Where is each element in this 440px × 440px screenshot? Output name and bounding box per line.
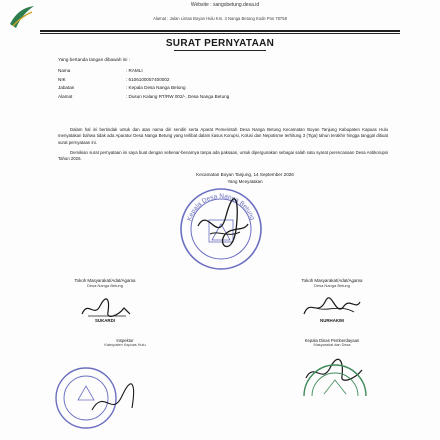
- statement-body: [58, 127, 388, 166]
- signer-right-block: [262, 278, 402, 288]
- document-title: SURAT PERNYATAAN: [165, 38, 275, 49]
- field-label: Jabatan: [58, 85, 75, 91]
- field-label: Alamat: [58, 93, 73, 99]
- field-value: : RAMLI: [126, 68, 143, 73]
- regency-logo-icon: [8, 2, 36, 32]
- agency-head-sub: Masyarakat dan Desa: [313, 343, 351, 347]
- letterhead: [0, 0, 440, 40]
- intro-text: Yang bertanda tangan dibawah ini :: [58, 57, 130, 62]
- agency-head-title: Kepala Dinas Pemberdayaan: [304, 338, 360, 343]
- inspectorate-stamp-icon: [52, 338, 150, 436]
- agency-stamp-icon: [300, 360, 370, 396]
- signer-right-title: Tokoh Masyarakat/Adat/Agama: [301, 278, 363, 283]
- field-value: : Kepala Desa Nanga Betung: [126, 85, 186, 91]
- stamp-text: Kepala Desa Nanga Betung: [186, 192, 256, 222]
- signer-left-title: Tokoh Masyarakat/Adat/Agama: [74, 278, 136, 283]
- place-date: Kecamatan Boyan Tanjung, 14 September 2026: [196, 172, 294, 177]
- field-label: NIK: [58, 76, 66, 82]
- divider-thick: [40, 30, 400, 32]
- signer-caption: Yang Menyatakan: [227, 179, 263, 184]
- inspector-title: Inspektur: [116, 338, 134, 343]
- field-label: Nama: [58, 68, 71, 73]
- signer-right-sub: Desa Nanga Betung: [313, 283, 351, 288]
- signer-right-name: NURHAKIM: [320, 318, 344, 323]
- agency-head-block: [262, 338, 402, 347]
- inspector-block: [60, 338, 190, 347]
- field-row-address: [58, 93, 388, 102]
- statement-paragraph: Dalam hal ini bertindak untuk dan atas nama diri sendiri serta Aparat Pemerintah Desa Nanga Betung Kecamatan Boyan Tanjung Kabupaten Kapuas Hulu menyatakan bahwa tidak ada Aparatur Desa Nanga Betung yang terlibat dalam kasus Korupsi, Kolusi dan Nepotisme terhitung 3 (Tiga) tahun terakhir hingga tanggal dibuat surat pernyataan ini.: [58, 127, 388, 145]
- signer-left-block: [40, 278, 170, 288]
- website-text: Website : sangsbetung.desa.id: [190, 2, 260, 8]
- identity-fields: [58, 67, 388, 101]
- field-row-position: [58, 84, 388, 93]
- closing-paragraph: Demikian surat pernyataan ini saya buat dengan sebenar-benarnya tanpa ada paksaan, untuk dipergunakan sebagai salah satu syarat perencanaan Desa Antikorupsi Tahun 2026.: [58, 149, 388, 162]
- field-row-nik: [58, 76, 388, 85]
- inspector-sub: Kabupaten Kapuas Hulu: [104, 343, 146, 347]
- field-value: : 6106100057400002: [126, 76, 170, 82]
- head-signature-icon: [188, 186, 258, 270]
- field-value: : Dusun Kalang RT/RW 002/-, Desa Nanga Betung: [126, 93, 230, 99]
- title-underline: [174, 50, 266, 51]
- field-row-name: [58, 67, 388, 76]
- address-text: Alamat : Jalan Lintas Boyan Hulu Km. 3 Nanga Betung Kode Pos 78758: [153, 16, 287, 21]
- divider-thin: [40, 33, 400, 34]
- signer-left-sub: Desa Nanga Betung: [86, 283, 124, 288]
- signer-left-name: SUKARDI: [94, 318, 115, 323]
